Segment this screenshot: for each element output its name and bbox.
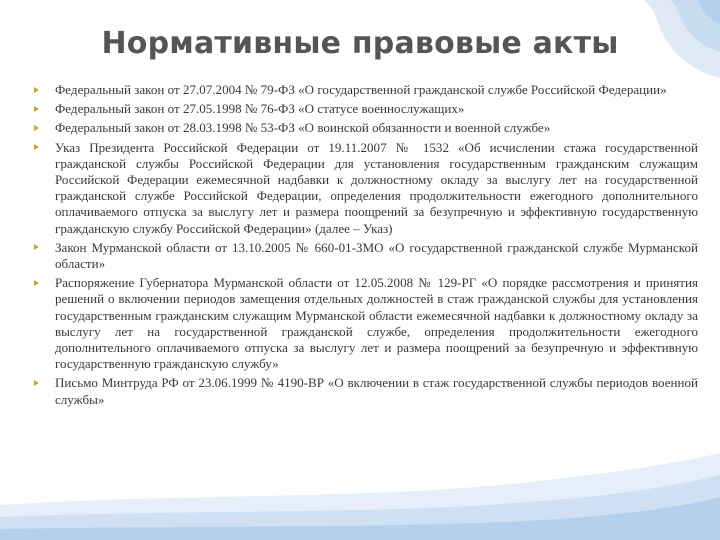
- bullet-arrow-icon: [34, 244, 39, 250]
- list-item: [34, 82, 698, 98]
- bottom-wave-decoration: [0, 445, 720, 540]
- slide-title: Нормативные правовые акты: [101, 26, 619, 61]
- bullet-arrow-icon: [34, 280, 39, 286]
- list-item-text: Федеральный закон от 28.03.1998 № 53-ФЗ «О воинской обязанности и военной службе»: [55, 120, 551, 136]
- list-item-text: Федеральный закон от 27.07.2004 № 79-ФЗ «О государственной гражданской службе Российской Федерации»: [55, 82, 667, 97]
- list-item-text: Письмо Минтруда РФ от 23.06.1999 № 4190-ВР «О включении в стаж государственной службы периодов военной службы»: [55, 375, 698, 407]
- list-item-text: Распоряжение Губернатора Мурманской области от 12.05.2008 № 129-РГ «О порядке рассмотрения и принятия решений о включении периодов замещения отдельных должностей в стаж гражданской службы для установления государственным гражданским служащим Мурманской области ежемесячной надбавки к должностному окладу за выслугу лет на государственной гражданской службе, определения продолжительности ежегодного дополнительного оплачиваемого отпуска за выслугу лет и размера поощрений за безупречную и эффективную государственную гражданскую службу»: [55, 275, 698, 372]
- list-item: [34, 240, 698, 272]
- list-item: [34, 120, 698, 136]
- list-item: [34, 101, 698, 117]
- bullet-arrow-icon: [34, 144, 39, 150]
- list-item-text: Указ Президента Российской Федерации от 19.11.2007 № 1532 «Об исчислении стажа государственной гражданской службы Российской Федерации для установления государственным гражданским служащим Российской Федерации ежемесячной надбавки к должностному окладу за выслугу лет на государственной гражданской службе Российской Федерации, определения продолжительности ежегодного дополнительного оплачиваемого отпуска за выслугу лет и размера поощрений за безупречную и эффективную государственную гражданскую службу Российской Федерации» (далее – Указ): [55, 139, 698, 236]
- list-item: [34, 275, 698, 372]
- bullet-arrow-icon: [34, 125, 39, 131]
- list-item-text: Федеральный закон от 27.05.1998 № 76-ФЗ «О статусе военнослужащих»: [55, 101, 465, 117]
- list-item-text: Закон Мурманской области от 13.10.2005 № 660-01-ЗМО «О государственной гражданской службе Мурманской области»: [55, 239, 698, 272]
- list-item: [34, 140, 698, 237]
- bullet-arrow-icon: [34, 87, 39, 93]
- bullet-arrow-icon: [34, 380, 39, 386]
- list-item: [34, 375, 698, 407]
- bullet-arrow-icon: [34, 106, 39, 112]
- bullet-list: [34, 82, 698, 411]
